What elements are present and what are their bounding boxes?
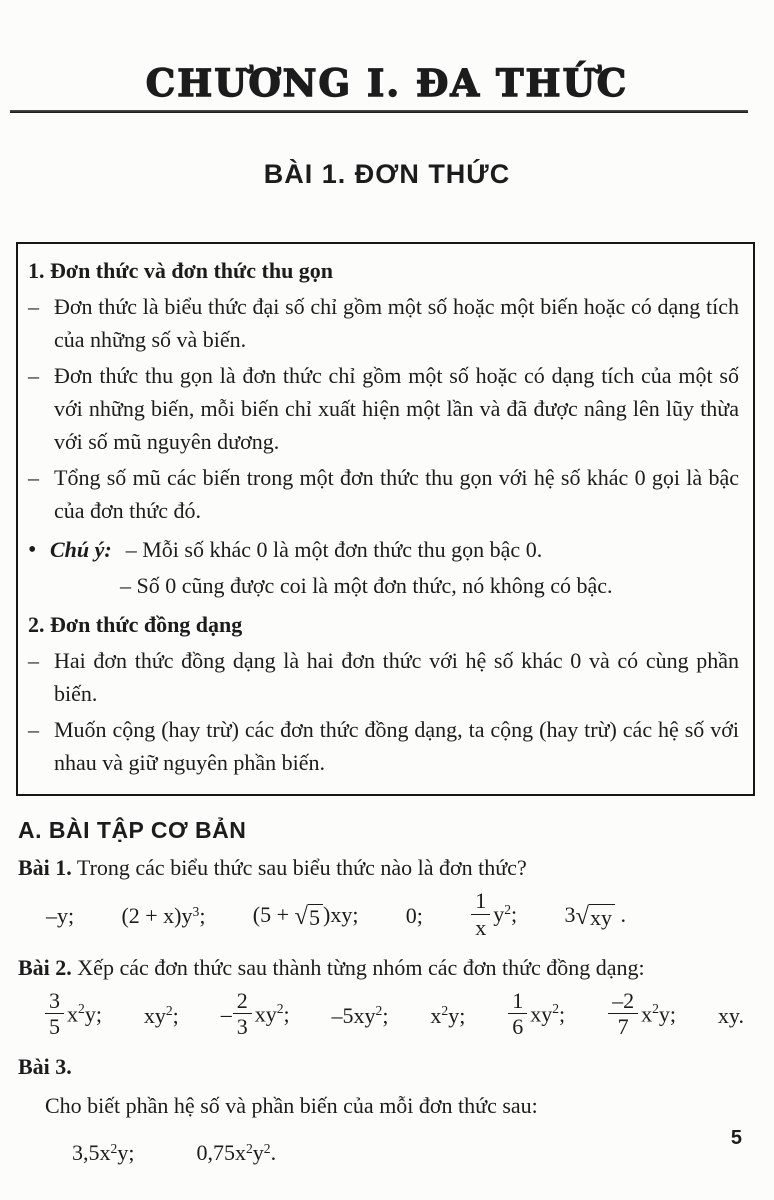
math-expression: (5 + √ 5 )xy;: [252, 901, 359, 930]
theory-item: [28, 713, 739, 779]
note-line: [28, 533, 739, 567]
dash-marker: –: [28, 294, 39, 319]
theory-box: [16, 242, 755, 796]
exercise-bai1: [18, 852, 754, 883]
math-expression: xy.: [717, 1002, 744, 1028]
theory-item: [28, 290, 739, 356]
exercise-label: Bài 1.: [18, 855, 72, 880]
theory-item: [28, 644, 739, 710]
math-expression: –y;: [46, 903, 75, 929]
exercise-label: Bài 2.: [18, 954, 72, 980]
exercise-section-heading: A. BÀI TẬP CƠ BẢN: [18, 817, 247, 843]
math-expression: $\frac{1}{x}$ $y^2$;: [470, 889, 517, 944]
math-expression: 3 √ xy .: [564, 901, 626, 930]
page-number: 5: [730, 1127, 742, 1149]
note-label: Chú ý:: [50, 537, 112, 562]
math-expression: $-5xy^2$;: [331, 1002, 389, 1028]
theory-item: [28, 359, 739, 458]
chapter-title: CHƯƠNG I. ĐA THỨC: [145, 61, 629, 105]
bullet-icon: •: [28, 537, 37, 563]
math-expression: 0;: [405, 903, 423, 929]
math-expression: $x^2y$;: [430, 1002, 466, 1028]
exercise-label: Bài 3.: [18, 1054, 72, 1079]
bai3-expressions-row: [72, 1127, 774, 1179]
theory-item: [28, 461, 739, 527]
math-expression: $\frac{3}{5}$ $x^2y$;: [44, 989, 102, 1044]
bai1-expressions-row: [46, 889, 626, 944]
theory-item-text: Đơn thức là biểu thức đại số chỉ gồm một số hoặc một biến hoặc có dạng tích của những số và biến.: [54, 294, 739, 352]
math-expression: – $\frac{2}{3}$ $xy^2$;: [220, 987, 290, 1040]
bai2-expressions-row: [44, 989, 744, 1044]
math-expression: $\frac{-2}{7}$ $x^2y$;: [607, 989, 676, 1044]
chapter-divider-rule: [10, 110, 748, 113]
math-expression: $xy^2$;: [143, 1002, 179, 1028]
theory-section-1-heading: 1. Đơn thức và đơn thức thu gọn: [28, 258, 334, 283]
math-expression: $0,75x^2y^2$.: [196, 1140, 277, 1165]
lesson-title: BÀI 1. ĐƠN THỨC: [263, 159, 511, 189]
exercise-bai3-question: Cho biết phần hệ số và phần biến của mỗi đơn thức sau:: [45, 1093, 538, 1118]
dash-marker: –: [28, 648, 39, 673]
exercise-question: Trong các biểu thức sau biểu thức nào là đơn thức?: [76, 855, 527, 880]
math-expression: $(2 + x)y^3$;: [121, 903, 206, 929]
exercise-bai3: [18, 1051, 754, 1082]
note-text: – Mỗi số khác 0 là một đơn thức thu gọn bậc 0.: [125, 537, 543, 562]
exercise-question: Xếp các đơn thức sau thành từng nhóm các đơn thức đồng dạng:: [77, 954, 645, 980]
math-expression: $3,5x^2y$;: [72, 1140, 135, 1165]
dash-marker: –: [28, 465, 39, 490]
theory-item-text: Muốn cộng (hay trừ) các đơn thức đồng dạng, ta cộng (hay trừ) các hệ số với nhau và giữ nguyên phần biến.: [54, 717, 739, 775]
dash-marker: –: [28, 717, 39, 742]
note-line: – Số 0 cũng được coi là một đơn thức, nó không có bậc.: [120, 573, 613, 598]
math-expression: $\frac{1}{6}$ $xy^2$;: [507, 989, 565, 1044]
exercise-bai2: [18, 952, 754, 983]
dash-marker: –: [28, 363, 39, 388]
theory-item-text: Tổng số mũ các biến trong một đơn thức thu gọn với hệ số khác 0 gọi là bậc của đơn thức đó.: [54, 465, 739, 523]
theory-item-text: Đơn thức thu gọn là đơn thức chỉ gồm một số hoặc có dạng tích của một số với những biến, mỗi biến chỉ xuất hiện một lần và đã được nâng lên lũy thừa với số mũ nguyên dương.: [54, 363, 739, 454]
theory-item-text: Hai đơn thức đồng dạng là hai đơn thức với hệ số khác 0 và có cùng phần biến.: [54, 648, 739, 706]
theory-section-2-heading: 2. Đơn thức đồng dạng: [28, 612, 243, 637]
